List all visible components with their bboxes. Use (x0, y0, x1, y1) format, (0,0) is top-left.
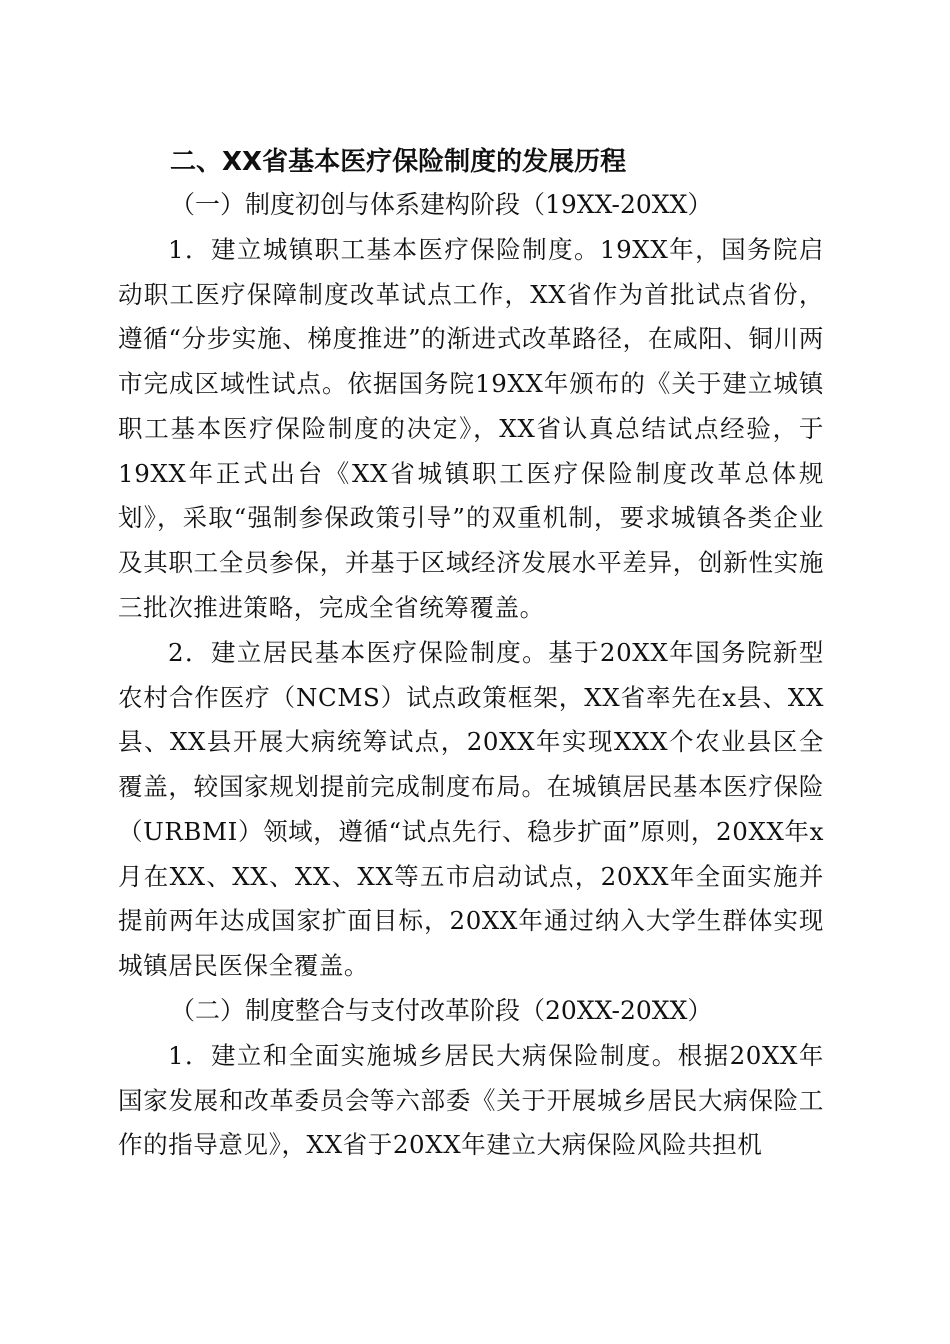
paragraph-urban-employee-insurance: 1．建立城镇职工基本医疗保险制度。19XX年，国务院启动职工医疗保障制度改革试点工作，XX省作为首批试点省份，遵循“分步实施、梯度推进”的渐进式改革路径，在咸阳、铜川两市完成区域性试点。依据国务院19XX年颁布的《关于建立城镇职工基本医疗保险制度的决定》，XX省认真总结试点经验，于19XX年正式出台《XX省城镇职工医疗保险制度改革总体规划》，采取“强制参保政策引导”的双重机制，要求城镇各类企业及其职工全员参保，并基于区域经济发展水平差异，创新性实施三批次推进策略，完成全省统筹覆盖。 (118, 235, 824, 622)
section-heading: 二、XX省基本医疗保险制度的发展历程 (170, 147, 627, 177)
paragraph-critical-illness-insurance: 1．建立和全面实施城乡居民大病保险制度。根据20XX年国家发展和改革委员会等六部委《关于开展城乡居民大病保险工作的指导意见》，XX省于20XX年建立大病保险风险共担机 (118, 1041, 824, 1160)
paragraph-resident-insurance: 2．建立居民基本医疗保险制度。基于20XX年国务院新型农村合作医疗（NCMS）试点政策框架，XX省率先在x县、XX县、XX县开展大病统筹试点，20XX年实现XXX个农业县区全覆盖，较国家规划提前完成制度布局。在城镇居民基本医疗保险（URBMI）领域，遵循“试点先行、稳步扩面”原则，20XX年x月在XX、XX、XX、XX等五市启动试点，20XX年全面实施并提前两年达成国家扩面目标，20XX年通过纳入大学生群体实现城镇居民医保全覆盖。 (118, 638, 824, 980)
subsection-title-1: （一）制度初创与体系建构阶段（19XX-20XX） (170, 190, 713, 219)
subsection-title-2: （二）制度整合与支付改革阶段（20XX-20XX） (170, 996, 713, 1025)
